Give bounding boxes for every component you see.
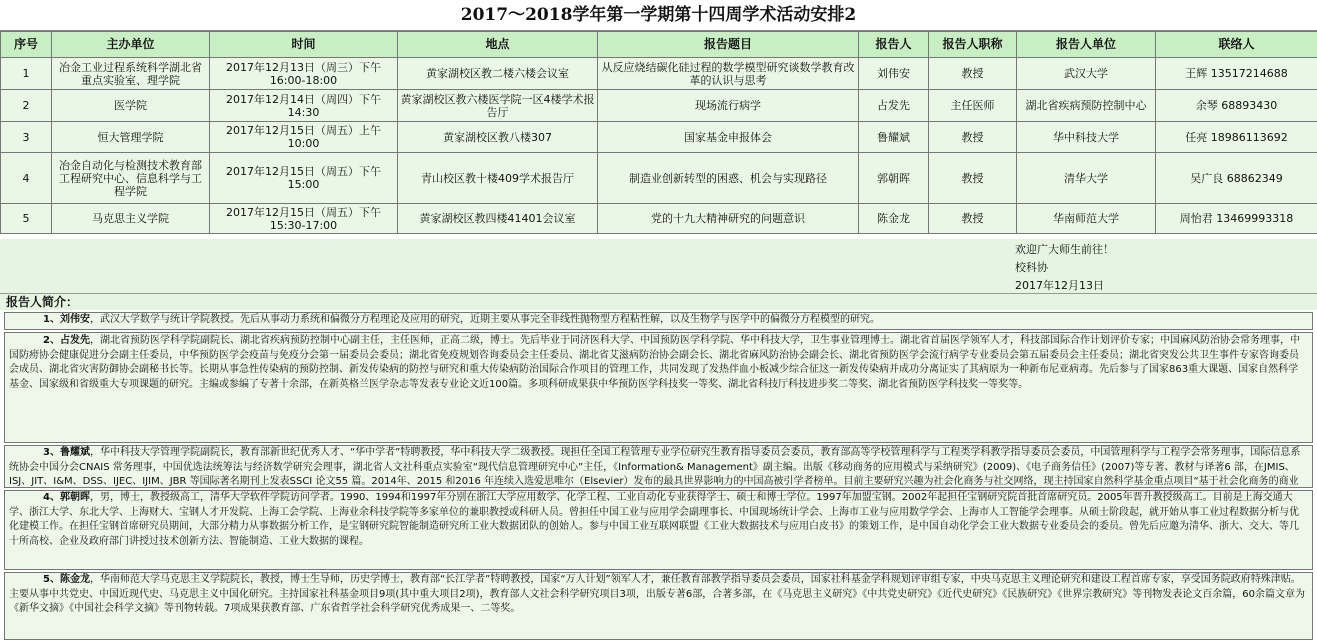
bio-name: 2、占发先	[43, 335, 90, 346]
cell-time[interactable]: 2017年12月14日（周四）下午14:30	[210, 90, 398, 122]
cell-speaker[interactable]: 鲁耀斌	[859, 122, 929, 153]
table-row	[1, 122, 1317, 153]
cell-rank[interactable]: 教授	[929, 58, 1017, 90]
bio-text: ，华中科技大学管理学院副院长，教育部新世纪优秀人才、“华中学者”特聘教授，华中科技大学二级教授。现担任全国工程管理专业学位研究生教育指导委员会委员，教育部高等学校管理科学与工程类学科教学指导委员会委员，中国管理科学与工程学会常务理事，国际信息系统协会中国分会CNAIS 常务理事，中国优选法统筹法与经济数学研究会理事，湖北省人文社科重点实验室“现代信息管理研究中心”主任，《Information& Management》副主编。出版《移动商务的应用模式与采纳研究》(2009)、《电子商务信任》(2007)等专著、教材与译著6 部，在JMIS、ISJ、JIT、I&M、DSS、IJEC、IJIM、JBR 等国际著名期刊上发表SSCI 论文55 篇。2014年、2015 和2016 年连续入选爱思唯尔（Elsevier）发布的最具世界影响力的中国高被引学者榜单。目前主要研究兴趣为社会化商务与社交网络，现主持国家自然科学基金重点项目“基于社会化商务的商业	[9, 447, 1301, 488]
cell-contact[interactable]: 王辉 13517214688	[1156, 58, 1317, 90]
cell-topic[interactable]: 制造业创新转型的困惑、机会与实现路径	[598, 153, 859, 204]
cell-speaker[interactable]: 刘伟安	[859, 58, 929, 90]
bio-item[interactable]	[4, 490, 1313, 570]
header-cell[interactable]: 联络人	[1156, 32, 1317, 58]
header-cell[interactable]: 主办单位	[52, 32, 210, 58]
bio-text: ，男，博士，教授级高工，清华大学软件学院访问学者。1990、1994和1997年分别在浙江大学应用数学、化学工程、工业自动化专业获得学士、硕士和博士学位。1997年加盟宝钢。2002年起担任宝钢研究院首批首席研究员。2005年晋升教授级高工。目前是上海交通大学、浙江大学、东北大学、上海财大、宝钢人才开发院、上海工会学院、上海业余科技学院等多家单位的兼职教授或科研人员。曾担任中国工业与应用学会副理事长、中国现场统计学会、上海市工业与应用数学学会、上海市人工智能学会理事。从硕士阶段起，就开始从事工业过程数据分析与优化建模工作。在担任宝钢首席研究员期间，大部分精力从事数据分析工作，是宝钢研究院智能制造研究所工业大数据团队的创始人。参与中国工业互联网联盟《工业大数据技术与应用白皮书》的策划工作，是中国自动化学会工业大数据专业委员会的委员。曾先后应邀为清华、浙大、交大、等几十所高校、企业及政府部门讲授过技术创新方法、智能制造、工业大数据的课程。	[9, 492, 1299, 547]
cell-host[interactable]: 冶金自动化与检测技术教育部工程研究中心、信息科学与工程学院	[52, 153, 210, 204]
table-row	[1, 204, 1317, 234]
cell-no[interactable]: 3	[1, 122, 52, 153]
header-cell[interactable]: 地点	[398, 32, 598, 58]
bio-name: 5、陈金龙	[43, 574, 90, 585]
cell-place[interactable]: 黄家湖校区教八楼307	[398, 122, 598, 153]
cell-topic[interactable]: 党的十九大精神研究的问题意识	[598, 204, 859, 234]
cell-unit[interactable]: 华南师范大学	[1017, 204, 1156, 234]
header-cell[interactable]: 序号	[1, 32, 52, 58]
welcome-text[interactable]: 欢迎广大师生前往！	[1015, 243, 1114, 256]
bio-name: 1、刘伟安	[43, 314, 90, 325]
cell-rank[interactable]: 主任医师	[929, 90, 1017, 122]
cell-unit[interactable]: 华中科技大学	[1017, 122, 1156, 153]
cell-no[interactable]: 5	[1, 204, 52, 234]
bio-name: 3、鲁耀斌	[43, 447, 90, 458]
bio-text: ，武汉大学数学与统计学院教授。先后从事动力系统和偏微分方程理论及应用的研究，近期主要从事完全非线性抛物型方程粘性解，以及生物学与医学中的偏微分方程模型的研究。	[89, 314, 880, 325]
cell-topic[interactable]: 从反应烧结碳化硅过程的数学模型研究谈数学教育改革的认识与思考	[598, 58, 859, 90]
header-cell[interactable]: 时间	[210, 32, 398, 58]
table-row	[1, 153, 1317, 204]
cell-rank[interactable]: 教授	[929, 153, 1017, 204]
header-cell[interactable]: 报告人	[859, 32, 929, 58]
cell-unit[interactable]: 武汉大学	[1017, 58, 1156, 90]
table-row	[1, 90, 1317, 122]
cell-unit[interactable]: 清华大学	[1017, 153, 1156, 204]
bio-item[interactable]	[4, 332, 1313, 443]
bio-item[interactable]	[4, 445, 1313, 488]
schedule-table	[0, 31, 1317, 234]
cell-contact[interactable]: 任亮 18986113692	[1156, 122, 1317, 153]
footer-notes	[0, 239, 1317, 294]
cell-time[interactable]: 2017年12月15日（周五）下午15:00	[210, 153, 398, 204]
cell-rank[interactable]: 教授	[929, 204, 1017, 234]
cell-host[interactable]: 马克思主义学院	[52, 204, 210, 234]
table-row	[1, 58, 1317, 90]
cell-time[interactable]: 2017年12月15日（周五）上午10:00	[210, 122, 398, 153]
cell-topic[interactable]: 现场流行病学	[598, 90, 859, 122]
header-cell[interactable]: 报告人职称	[929, 32, 1017, 58]
cell-topic[interactable]: 国家基金申报体会	[598, 122, 859, 153]
bio-heading[interactable]: 报告人简介：	[0, 294, 1317, 310]
header-row	[1, 32, 1317, 58]
cell-place[interactable]: 青山校区教十楼409学术报告厅	[398, 153, 598, 204]
cell-place[interactable]: 黄家湖校区教二楼六楼会议室	[398, 58, 598, 90]
cell-contact[interactable]: 余琴 68893430	[1156, 90, 1317, 122]
cell-place[interactable]: 黄家湖校区教六楼医学院一区4楼学术报告厅	[398, 90, 598, 122]
cell-host[interactable]: 医学院	[52, 90, 210, 122]
cell-speaker[interactable]: 占发先	[859, 90, 929, 122]
cell-rank[interactable]: 教授	[929, 122, 1017, 153]
header-cell[interactable]: 报告人单位	[1017, 32, 1156, 58]
cell-no[interactable]: 2	[1, 90, 52, 122]
bio-name: 4、郭朝晖	[43, 492, 90, 503]
bio-item[interactable]	[4, 572, 1313, 640]
page-title: 2017～2018学年第一学期第十四周学术活动安排2	[0, 0, 1317, 31]
cell-speaker[interactable]: 陈金龙	[859, 204, 929, 234]
organizer-text[interactable]: 校科协	[1015, 261, 1048, 274]
bio-text: ，华南师范大学马克思主义学院院长，教授，博士生导师，历史学博士，教育部“长江学者”特聘教授，国家“万人计划”领军人才，兼任教育部教学指导委员会委员，国家社科基金学科规划评审组专家，中央马克思主义理论研究和建设工程首席专家，享受国务院政府特殊津贴。主要从事中共党史、中国近现代史、马克思主义中国化研究。主持国家社科基金项目9项(其中重大项目2项)，教育部人文社会科学研究项目3项，出版专著6部，合著多部，在《马克思主义研究》《中共党史研究》《近代史研究》《民族研究》《世界宗教研究》等刊物发表论文百余篇，60余篇文章为《新华文摘》《中国社会科学文摘》等刊物转载。7项成果获教育部、广东省哲学社会科学研究优秀成果一、二等奖。	[9, 574, 1305, 615]
cell-host[interactable]: 恒大管理学院	[52, 122, 210, 153]
cell-contact[interactable]: 周怡君 13469993318	[1156, 204, 1317, 234]
cell-place[interactable]: 黄家湖校区教四楼41401会议室	[398, 204, 598, 234]
bio-item[interactable]	[4, 312, 1313, 330]
cell-speaker[interactable]: 郭朝晖	[859, 153, 929, 204]
header-cell[interactable]: 报告题目	[598, 32, 859, 58]
cell-no[interactable]: 1	[1, 58, 52, 90]
cell-unit[interactable]: 湖北省疾病预防控制中心	[1017, 90, 1156, 122]
cell-host[interactable]: 冶金工业过程系统科学湖北省重点实验室、理学院	[52, 58, 210, 90]
cell-contact[interactable]: 吴广良 68862349	[1156, 153, 1317, 204]
cell-time[interactable]: 2017年12月13日（周三）下午16:00-18:00	[210, 58, 398, 90]
bio-text: ，湖北省预防医学科学院副院长、湖北省疾病预防控制中心副主任，主任医师，正高二级，博士。先后毕业于同济医科大学、中国预防医学科学院、华中科技大学，卫生事业管理博士。湖北省首届医学领军人才，科技部国际合作计划评价专家；中国麻风防治协会常务理事，中国防痨协会健康促进分会副主任委员，中华预防医学会疫苗与免疫分会第一届委员会委员；湖北省免疫规划咨询委员会主任委员、湖北省艾滋病防治协会副会长、湖北省麻风防治协会副会长、湖北省预防医学会流行病学专业委员会第五届委员会主任委员；湖北省突发公共卫生事件专家咨询委员会成员、湖北省灾害防御协会副秘书长等。长期从事急性传染病的预防控制、新发传染病的防控与研究和重大传染病防治国际合作项目的管理工作，共同发现了发热伴血小板减少综合征这一新发传染病并成功分离证实了其病原为一种新布尼亚病毒。先后参与了国家863重大课题、国家自然科学基金、国家级和省级重大专项课题的研究。主编或参编了专著十余部，在新英格兰医学杂志等发表专业论文近100篇。多项科研成果获中华预防医学科技奖一等奖、湖北省科技厅科技进步奖二等奖、湖北省预防医学科技奖一等奖等。	[9, 335, 1300, 390]
date-text[interactable]: 2017年12月13日	[1015, 279, 1104, 292]
cell-no[interactable]: 4	[1, 153, 52, 204]
cell-time[interactable]: 2017年12月15日（周五）下午15:30-17:00	[210, 204, 398, 234]
